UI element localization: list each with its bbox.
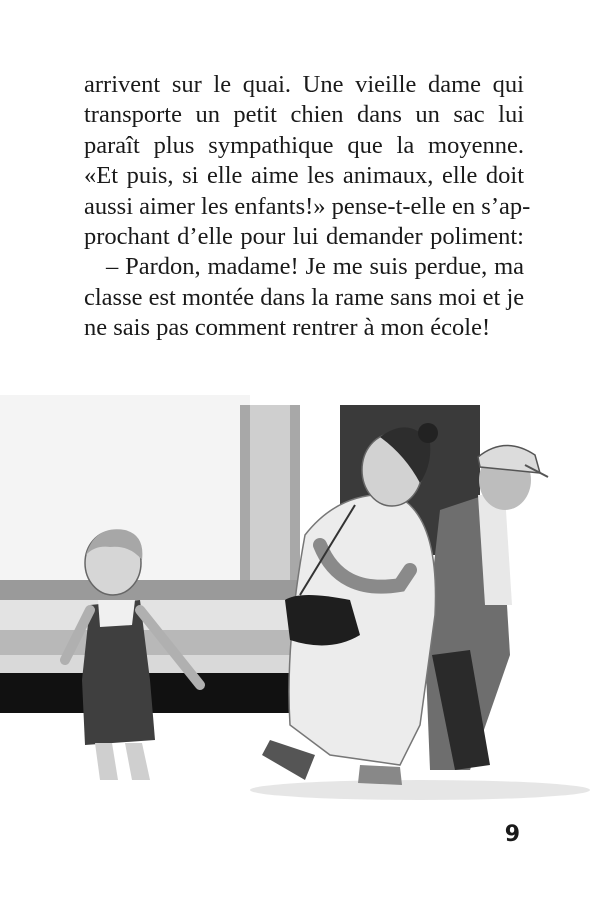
text-line: aussi aimer les enfants!» pense-t-elle en s’ap- — [84, 192, 531, 220]
illustration — [0, 395, 600, 815]
dialogue-line: classe est montée dans la rame sans moi et je — [84, 283, 525, 311]
dialogue-line: ne sais pas comment rentrer à mon école! — [84, 314, 491, 342]
platform-edge — [0, 673, 330, 713]
text-line: prochant d’elle pour lui demander poliment: — [84, 223, 524, 251]
text-line: paraît plus sympathique que la moyenne. — [84, 131, 524, 159]
text-line: arrivent sur le quai. Une vieille dame qui — [84, 71, 524, 98]
metro-window — [0, 395, 300, 680]
text-line: transporte un petit chien dans un sac lui — [84, 101, 524, 129]
page-number: 9 — [504, 822, 520, 847]
text-line: «Et puis, si elle aime les animaux, elle doit — [84, 162, 524, 190]
body-text — [84, 70, 531, 344]
dialogue-line: – Pardon, madame! Je me suis perdue, ma — [106, 253, 524, 281]
